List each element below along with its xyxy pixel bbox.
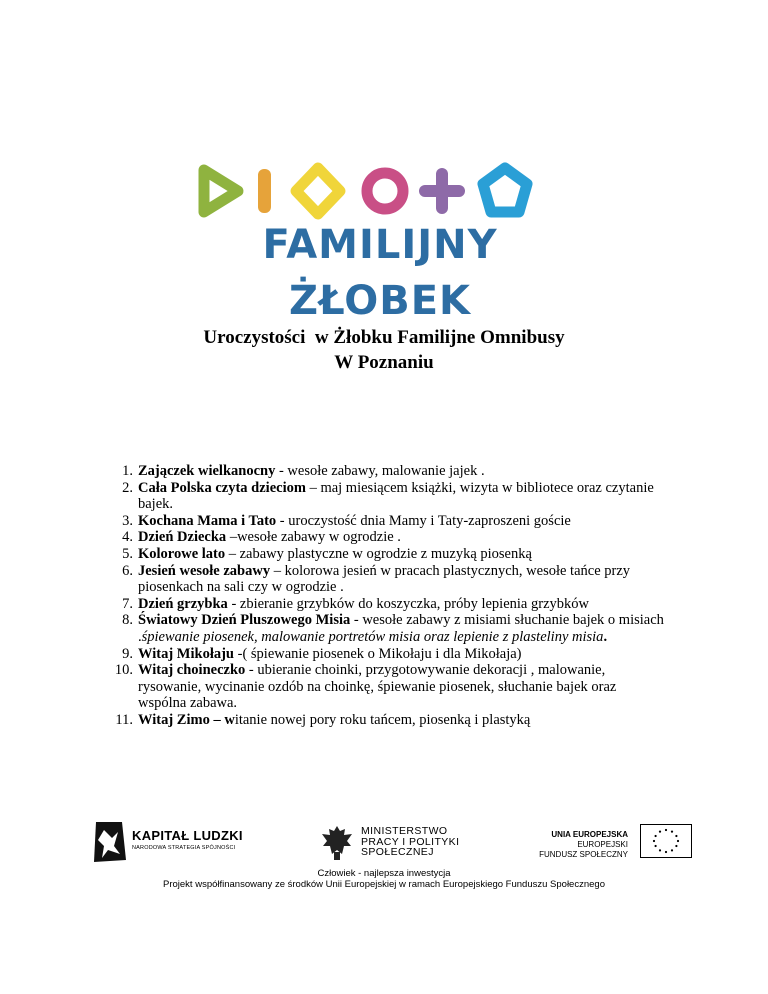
item-title: Kolorowe lato (138, 545, 226, 562)
list-item (108, 463, 668, 480)
item-number: 10. (114, 662, 133, 679)
item-italic-note: śpiewanie piosenek, malowanie portretów misia oraz lepienie z plasteliny misia (141, 628, 604, 645)
item-title: Kochana Mama i Tato (138, 512, 277, 529)
eu-line-2: EUROPEJSKI (577, 840, 628, 849)
logo-plus-icon (419, 168, 465, 214)
logo-circle-icon (367, 173, 403, 209)
title-line-1: Uroczystości w Żłobku Familijne Omnibusy (203, 327, 565, 348)
kapital-ludzki-label (132, 828, 243, 851)
item-title: Witaj choineczko (138, 662, 246, 679)
list-item (108, 529, 668, 546)
kapital-ludzki-emblem-icon (92, 820, 128, 864)
footer-slogan (0, 868, 768, 890)
list-item (108, 612, 668, 645)
ministry-line-1: MINISTERSTWO (361, 825, 448, 837)
page-title (0, 325, 768, 375)
eu-label (520, 830, 628, 860)
item-title: Dzień grzybka (138, 595, 228, 612)
item-title: Jesień wesołe zabawy (138, 562, 271, 579)
item-description: – kolorowa jesień w pracach plastycznych, wesołe tańce przy piosenkach na sali czy w ogrodzie . (138, 562, 631, 596)
slogan-line-2: Projekt współfinansowany ze środków Unii Europejskiej w ramach Europejskiego Funduszu Społecznego (163, 879, 605, 890)
item-number: 2. (122, 479, 133, 496)
item-number: 7. (122, 595, 133, 612)
item-number: 5. (122, 545, 133, 562)
eu-stars-icon (641, 825, 691, 857)
item-description: - uroczystość dnia Mamy i Taty-zaproszeni goście (276, 512, 571, 529)
list-item (108, 662, 668, 712)
list-item (108, 480, 668, 513)
item-number: 6. (122, 562, 133, 579)
item-number: 4. (122, 529, 133, 546)
item-description: itanie nowej pory roku tańcem, piosenką i plastyką (234, 711, 531, 728)
list-item (108, 596, 668, 613)
item-description: – maj miesiącem książki, wizyta w bibliotece oraz czytanie bajek. (138, 479, 654, 513)
kapital-ludzki-title: KAPITAŁ LUDZKI (132, 828, 243, 843)
item-description: -( śpiewanie piosenek o Mikołaju i dla Mikołaja) (234, 645, 522, 662)
kapital-ludzki-subtitle: NARODOWA STRATEGIA SPÓJNOŚCI (132, 845, 236, 851)
item-description: - zbieranie grzybków do koszyczka, próby lepienia grzybków (227, 595, 589, 612)
logo-pentagon-icon (483, 168, 527, 212)
item-period: . (603, 628, 608, 645)
logo-wordmark: FAMILIJNY ŻŁOBEK (262, 222, 498, 324)
item-number: 3. (122, 512, 133, 529)
item-number: 8. (122, 612, 133, 629)
logo-triangle-icon (204, 170, 238, 212)
eu-flag-icon (640, 824, 692, 858)
eu-line-1: UNIA EUROPEJSKA (551, 830, 628, 839)
list-item (108, 546, 668, 563)
item-title: Cała Polska czyta dzieciom (138, 479, 306, 496)
item-title: Światowy Dzień Pluszowego Misia (138, 612, 351, 629)
item-description: – zabawy plastyczne w ogrodzie z muzyką piosenką (225, 545, 532, 562)
ministry-line-2: PRACY I POLITYKI (361, 835, 460, 848)
title-line-2: W Poznaniu (334, 352, 434, 373)
item-title: Dzień Dziecka (138, 529, 227, 546)
item-description: - ubieranie choinki, przygotowywanie dekoracji , malowanie, rysowanie, wycinanie ozdób na choinkę, śpiewanie piosenek, słuchanie bajek oraz wspólna zabawa. (138, 662, 617, 712)
eu-line-3: FUNDUSZ SPOŁECZNY (539, 850, 628, 859)
item-title: Witaj Mikołaju (138, 645, 234, 662)
item-number: 1. (122, 463, 133, 479)
logo-bar-icon (258, 169, 271, 213)
ministry-line-3: SPOŁECZNEJ (361, 846, 434, 858)
list-item (108, 646, 668, 663)
list-item (108, 712, 668, 729)
item-number: 9. (122, 645, 133, 662)
item-number: 11. (115, 711, 133, 728)
logo-diamond-icon (296, 168, 340, 214)
item-description: - wesołe zabawy z misiami słuchanie bajek o misiach . (138, 612, 664, 645)
polish-eagle-emblem-icon (318, 822, 356, 862)
slogan-line-1: Człowiek - najlepsza inwestycja (317, 868, 451, 879)
list-item (108, 563, 668, 596)
list-item (108, 513, 668, 530)
ministry-label (361, 826, 459, 858)
item-title: Zajączek wielkanocny (138, 463, 276, 479)
item-description: –wesołe zabawy w ogrodzie . (226, 529, 401, 546)
item-description: - wesołe zabawy, malowanie jajek . (275, 463, 485, 479)
events-list (108, 463, 668, 729)
item-title: Witaj Zimo – w (138, 711, 235, 728)
